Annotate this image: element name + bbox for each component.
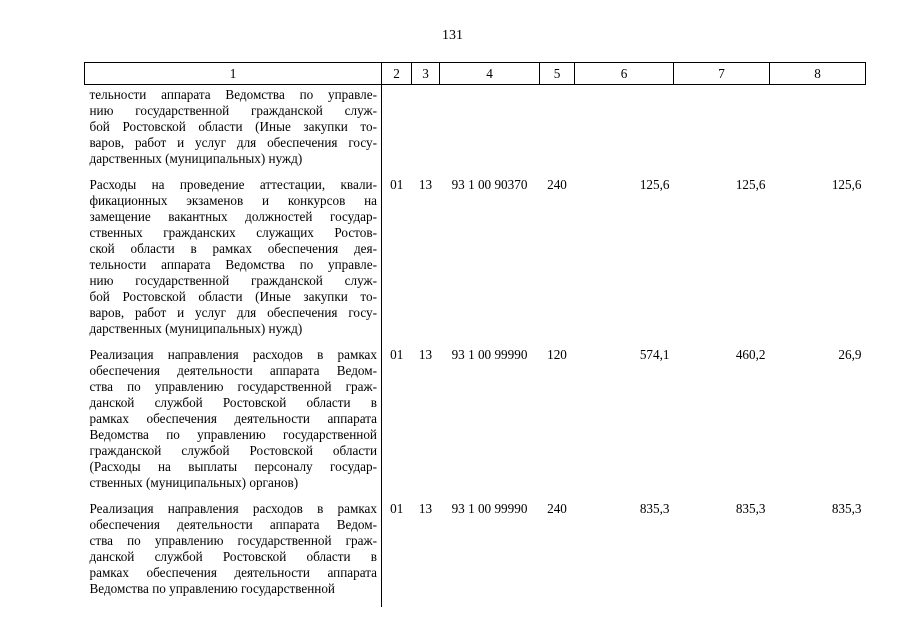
target-article-code: 93 1 00 90370 [451, 177, 528, 192]
description-line: ственных (муниципальных) органов) [89, 475, 299, 490]
section-code: 01 [390, 177, 404, 192]
description-line: тельности аппарата Ведомства по управле- [89, 257, 377, 272]
header-col-4: 4 [440, 63, 540, 85]
description-line: данской службой Ростовской области в [89, 395, 377, 410]
section-code [382, 85, 412, 178]
row-description [85, 177, 382, 347]
header-col-7: 7 [674, 63, 770, 85]
description-line: ства по управлению государственной граж- [89, 379, 377, 394]
expense-type-code [540, 85, 575, 178]
amount-year-2 [674, 85, 770, 178]
description-line: обеспечения деятельности аппарата Ведом- [89, 517, 377, 532]
row-description [85, 501, 382, 607]
page-number: 131 [442, 28, 463, 43]
description-line: варов, работ и услуг для обеспечения госу- [89, 305, 377, 320]
header-col-5: 5 [540, 63, 575, 85]
amount-year-3: 835,3 [831, 501, 862, 516]
amount-year-3 [770, 85, 866, 178]
description-line: фикационных экзаменов и конкурсов на [89, 193, 377, 208]
subsection-code: 13 [418, 177, 433, 192]
amount-year-2: 835,3 [735, 501, 766, 516]
description-line: данской службой Ростовской области в [89, 549, 377, 564]
amount-year-1: 574,1 [639, 347, 670, 362]
description-line: бой Ростовской области (Иные закупки то- [89, 119, 377, 134]
description-line: ской области в рамках обеспечения дея- [89, 241, 377, 256]
description-line: (Расходы на выплаты персоналу государ- [89, 459, 377, 474]
description-line: нию государственной гражданской служ- [89, 273, 377, 288]
section-code: 01 [390, 501, 404, 516]
row-description [85, 85, 382, 178]
description-line: Реализация направления расходов в рамках [89, 347, 377, 362]
section-code: 01 [390, 347, 404, 362]
header-row [85, 63, 866, 85]
description-line: Ведомства по управлению государственной [89, 581, 335, 596]
table-row [85, 501, 866, 607]
description-line: ственных гражданских служащих Ростов- [89, 225, 377, 240]
description-line: ства по управлению государственной граж- [89, 533, 377, 548]
description-line: Ведомства по управлению государственной [89, 427, 377, 442]
header-col-3: 3 [412, 63, 440, 85]
header-col-1: 1 [85, 63, 382, 85]
amount-year-1: 125,6 [639, 177, 670, 192]
description-line: замещение вакантных должностей государ- [89, 209, 377, 224]
description-line: дарственных (муниципальных) нужд) [89, 321, 303, 336]
header-col-2: 2 [382, 63, 412, 85]
table-row [85, 85, 866, 178]
table-row [85, 347, 866, 501]
target-article-code: 93 1 00 99990 [451, 501, 528, 516]
amount-year-1: 835,3 [639, 501, 670, 516]
expense-type-code: 240 [547, 501, 567, 516]
row-description [85, 347, 382, 501]
subsection-code [412, 85, 440, 178]
description-line: обеспечения деятельности аппарата Ведом- [89, 363, 377, 378]
description-line: тельности аппарата Ведомства по управле- [89, 87, 377, 102]
description-line: рамках обеспечения деятельности аппарата [89, 411, 377, 426]
table-row [85, 177, 866, 347]
description-line: Расходы на проведение аттестации, квали- [89, 177, 377, 192]
amount-year-3: 26,9 [838, 347, 862, 362]
table-header [85, 63, 866, 85]
description-line: Реализация направления расходов в рамках [89, 501, 377, 516]
table-body [85, 85, 866, 608]
expense-type-code: 240 [547, 177, 567, 192]
subsection-code: 13 [418, 501, 433, 516]
description-line: гражданской службой Ростовской области [89, 443, 377, 458]
header-col-8: 8 [770, 63, 866, 85]
header-col-6: 6 [575, 63, 674, 85]
description-line: нию государственной гражданской служ- [89, 103, 377, 118]
description-line: варов, работ и услуг для обеспечения госу- [89, 135, 377, 150]
expense-type-code: 120 [547, 347, 567, 362]
amount-year-2: 460,2 [735, 347, 766, 362]
description-line: рамках обеспечения деятельности аппарата [89, 565, 377, 580]
subsection-code: 13 [418, 347, 433, 362]
target-article-code: 93 1 00 99990 [451, 347, 528, 362]
description-line: дарственных (муниципальных) нужд) [89, 151, 303, 166]
amount-year-2: 125,6 [735, 177, 766, 192]
budget-table [84, 62, 866, 607]
description-line: бой Ростовской области (Иные закупки то- [89, 289, 377, 304]
amount-year-1 [575, 85, 674, 178]
target-article-code [440, 85, 540, 178]
amount-year-3: 125,6 [831, 177, 862, 192]
